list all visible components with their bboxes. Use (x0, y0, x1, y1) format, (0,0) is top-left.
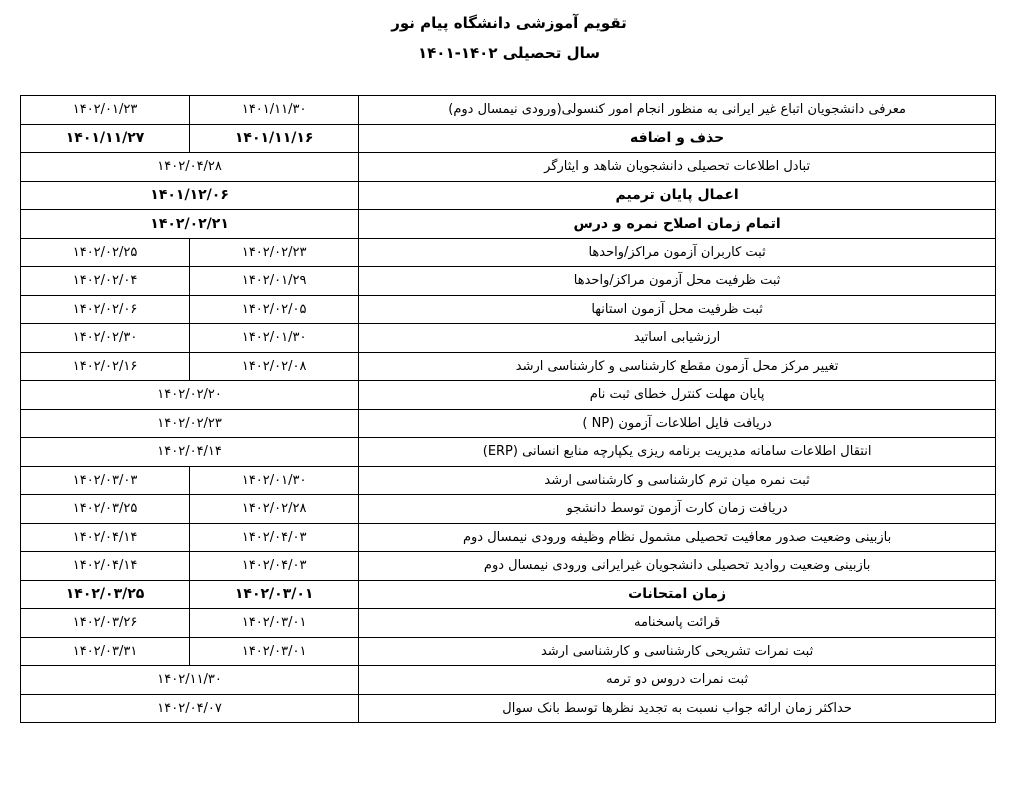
event-title: دریافت زمان کارت آزمون توسط دانشجو (359, 495, 996, 524)
event-end-date: ۱۴۰۲/۰۳/۳۱ (21, 637, 190, 666)
event-end-date: ۱۴۰۲/۰۲/۳۰ (21, 324, 190, 353)
event-start-date: ۱۴۰۲/۰۳/۰۱ (190, 637, 359, 666)
table-row (21, 267, 996, 296)
event-start-date: ۱۴۰۲/۰۱/۳۰ (190, 324, 359, 353)
event-start-date: ۱۴۰۱/۱۱/۱۶ (190, 124, 359, 153)
event-start-date: ۱۴۰۲/۰۲/۲۸ (190, 495, 359, 524)
event-date: ۱۴۰۲/۱۱/۳۰ (21, 666, 359, 695)
event-start-date: ۱۴۰۲/۰۲/۲۳ (190, 238, 359, 267)
document-header (0, 8, 1018, 68)
table-row (21, 495, 996, 524)
table-row (21, 324, 996, 353)
event-title: پایان مهلت کنترل خطای ثبت نام (359, 381, 996, 410)
event-start-date: ۱۴۰۲/۰۴/۰۳ (190, 552, 359, 581)
event-date: ۱۴۰۱/۱۲/۰۶ (21, 181, 359, 210)
event-end-date: ۱۴۰۲/۰۲/۲۵ (21, 238, 190, 267)
event-title: دریافت فایل اطلاعات آزمون (NP ) (359, 409, 996, 438)
document-title: تقویم آموزشی دانشگاه پیام نور (391, 14, 627, 32)
event-end-date: ۱۴۰۲/۰۳/۲۵ (21, 580, 190, 609)
event-title: حذف و اضافه (359, 124, 996, 153)
event-end-date: ۱۴۰۲/۰۳/۲۵ (21, 495, 190, 524)
event-end-date: ۱۴۰۲/۰۲/۰۶ (21, 295, 190, 324)
event-title: ثبت نمرات دروس دو ترمه (359, 666, 996, 695)
table-row (21, 295, 996, 324)
calendar-body (21, 96, 996, 723)
event-title: حداکثر زمان ارائه جواب نسبت به تجدید نظرها توسط بانک سوال (359, 694, 996, 723)
event-start-date: ۱۴۰۲/۰۳/۰۱ (190, 609, 359, 638)
event-date: ۱۴۰۲/۰۲/۲۳ (21, 409, 359, 438)
event-date: ۱۴۰۲/۰۴/۰۷ (21, 694, 359, 723)
event-date: ۱۴۰۲/۰۲/۲۰ (21, 381, 359, 410)
event-title: انتقال اطلاعات سامانه مدیریت برنامه ریزی یکپارچه منابع انسانی (ERP) (359, 438, 996, 467)
table-row (21, 609, 996, 638)
document-subtitle: سال تحصیلی ۱۴۰۲-۱۴۰۱ (418, 44, 600, 62)
event-title: ثبت نمره میان ترم کارشناسی و کارشناسی ارشد (359, 466, 996, 495)
event-date: ۱۴۰۲/۰۲/۲۱ (21, 210, 359, 239)
event-end-date: ۱۴۰۲/۰۳/۲۶ (21, 609, 190, 638)
event-title: بازبینی وضعیت صدور معافیت تحصیلی مشمول نظام وظیفه ورودی نیمسال دوم (359, 523, 996, 552)
table-row (21, 438, 996, 467)
table-row (21, 181, 996, 210)
table-row (21, 580, 996, 609)
table-row (21, 381, 996, 410)
event-start-date: ۱۴۰۲/۰۳/۰۱ (190, 580, 359, 609)
event-end-date: ۱۴۰۲/۰۴/۱۴ (21, 552, 190, 581)
table-row (21, 409, 996, 438)
event-title: تبادل اطلاعات تحصیلی دانشجویان شاهد و ایثارگر (359, 153, 996, 182)
table-row (21, 352, 996, 381)
event-date: ۱۴۰۲/۰۴/۲۸ (21, 153, 359, 182)
event-title: زمان امتحانات (359, 580, 996, 609)
event-title: تغییر مرکز محل آزمون مقطع کارشناسی و کارشناسی ارشد (359, 352, 996, 381)
event-end-date: ۱۴۰۲/۰۴/۱۴ (21, 523, 190, 552)
table-row (21, 666, 996, 695)
event-title: معرفی دانشجویان اتباع غیر ایرانی به منظور انجام امور کنسولی(ورودی نیمسال دوم) (359, 96, 996, 125)
event-start-date: ۱۴۰۱/۱۱/۳۰ (190, 96, 359, 125)
event-start-date: ۱۴۰۲/۰۱/۲۹ (190, 267, 359, 296)
event-title: ثبت ظرفیت محل آزمون مراکز/واحدها (359, 267, 996, 296)
event-start-date: ۱۴۰۲/۰۲/۰۵ (190, 295, 359, 324)
table-row (21, 523, 996, 552)
event-title: ثبت کاربران آزمون مراکز/واحدها (359, 238, 996, 267)
event-start-date: ۱۴۰۲/۰۱/۳۰ (190, 466, 359, 495)
table-row (21, 694, 996, 723)
event-title: بازبینی وضعیت روادید تحصیلی دانشجویان غیرایرانی ورودی نیمسال دوم (359, 552, 996, 581)
event-end-date: ۱۴۰۱/۱۱/۲۷ (21, 124, 190, 153)
table-row (21, 153, 996, 182)
event-end-date: ۱۴۰۲/۰۱/۲۳ (21, 96, 190, 125)
event-date: ۱۴۰۲/۰۴/۱۴ (21, 438, 359, 467)
table-row (21, 210, 996, 239)
table-row (21, 96, 996, 125)
event-title: اتمام زمان اصلاح نمره و درس (359, 210, 996, 239)
event-title: ثبت ظرفیت محل آزمون استانها (359, 295, 996, 324)
table-row (21, 238, 996, 267)
event-title: ثبت نمرات تشریحی کارشناسی و کارشناسی ارشد (359, 637, 996, 666)
academic-calendar-table (20, 95, 996, 723)
event-title: اعمال پایان ترمیم (359, 181, 996, 210)
table-row (21, 637, 996, 666)
event-title: ارزشیابی اساتید (359, 324, 996, 353)
table-row (21, 124, 996, 153)
table-row (21, 466, 996, 495)
event-start-date: ۱۴۰۲/۰۲/۰۸ (190, 352, 359, 381)
event-end-date: ۱۴۰۲/۰۳/۰۳ (21, 466, 190, 495)
event-title: قرائت پاسخنامه (359, 609, 996, 638)
event-start-date: ۱۴۰۲/۰۴/۰۳ (190, 523, 359, 552)
event-end-date: ۱۴۰۲/۰۲/۰۴ (21, 267, 190, 296)
table-row (21, 552, 996, 581)
event-end-date: ۱۴۰۲/۰۲/۱۶ (21, 352, 190, 381)
